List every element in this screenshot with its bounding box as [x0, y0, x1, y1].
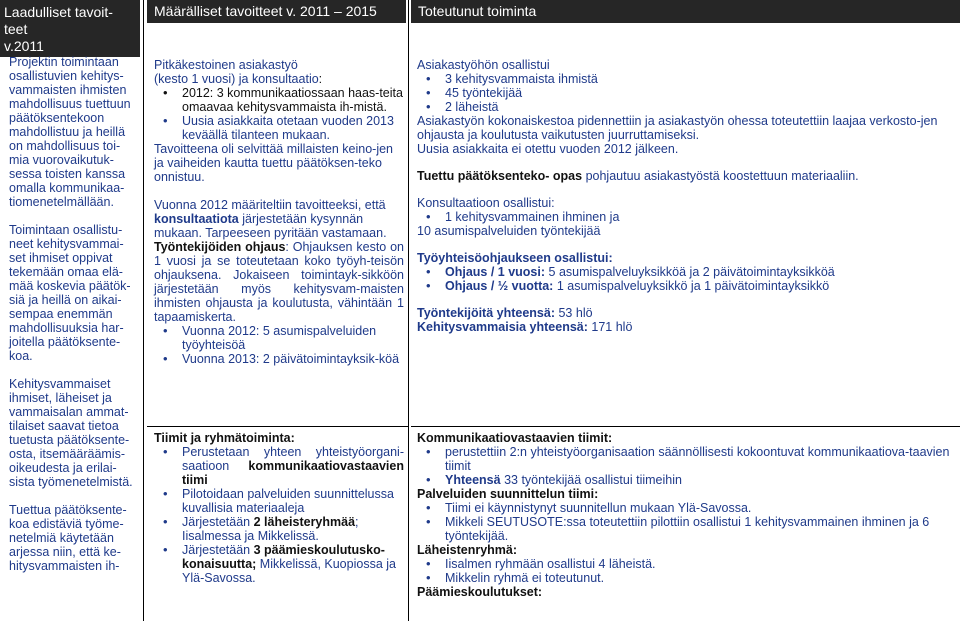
- paragraph: Vuonna 2012 määriteltiin tavoitteeksi, että konsultaatiota järjestetään kysynnän mukaan. Tarpeeseen pyritään vastamaan.: [154, 198, 387, 240]
- goal-paragraph: Kehitysvammaiset ihmiset, läheiset ja vammaisalan ammat-tilaiset saavat tietoa tuetusta päätöksente-osta, itsemääräämis-oikeudesta ja erilai-sista työmenetelmistä.: [9, 377, 133, 489]
- section-title: Työyhteisöohjaukseen osallistui:: [417, 251, 613, 265]
- header-col3: Toteutunut toiminta: [418, 3, 537, 19]
- column-separator: [143, 0, 144, 621]
- section-title: Päämieskoulutukset:: [417, 585, 543, 599]
- goal-paragraph: Toimintaan osallistu-neet kehitysvammai-set ihmiset oppivat tekemään omaa elä-mää koskevia päätök-siä ja heillä on aikai-sempaa enemmän mahdollisuuksia har-joitella päätöksente-koa.: [9, 223, 131, 363]
- column-separator: [408, 0, 409, 621]
- paragraph: Uusia asiakkaita ei otettu vuoden 2012 jälkeen.: [417, 142, 679, 156]
- summary-line: Työntekijöitä yhteensä: 53 hlö: [417, 306, 593, 320]
- list-item: • Yhteensä 33 työntekijää osallistui tiimeihin: [417, 473, 957, 487]
- section-title: Pitkäkestoinen asiakastyö (kesto 1 vuosi) ja konsultaatio:: [154, 58, 323, 86]
- teams-realized-section: [417, 431, 957, 599]
- qualitative-goals-column: [9, 55, 138, 573]
- list-item: • Ohjaus / ½ vuotta: 1 asumispalveluyksikkö ja 1 päivätoimintayksikkö: [417, 279, 957, 293]
- bullet-list: [154, 324, 404, 366]
- paragraph: Työntekijöiden ohjaus: Ohjauksen kesto on 1 vuosi ja se toteutetaan koko työyh-teisön ohjauksena. Jokaiseen toimintayk-sikköön järjestetään myös kehitysvam-maisten ihmisten ohjausta ja koulutusta, vähintään 1 tapaamiskerta.: [154, 240, 405, 324]
- section-title: Tiimit ja ryhmätoiminta:: [154, 431, 295, 445]
- list-item: • Tiimi ei käynnistynyt suunnitellun mukaan Ylä-Savossa.: [417, 501, 957, 515]
- goal-paragraph: Projektin toimintaan osallistuvien kehitys-vammaisten ihmisten mahdollisuus tuettuun päätöksentekoon mahdollistuu ja heillä on mahdollisuus toi-mia vuorovaikutuk-sessa toisten kanssa omalla kommunikaa-tiomenetelmällään.: [9, 55, 131, 209]
- list-item: • Perustetaan yhteen yhteistyöorgani-saatioon kommunikaatiovastaavien tiimi: [154, 445, 404, 487]
- list-item: • Järjestetään 2 läheisteryhmää; Iisalmessa ja Mikkelissä.: [154, 515, 404, 543]
- paragraph: Tuettu päätöksenteko- opas pohjautuu asiakastyöstä koostettuun materiaaliin.: [417, 169, 859, 183]
- bullet-list: [154, 445, 404, 585]
- list-item: • perustettiin 2:n yhteistyöorganisaation säännöllisesti kokoontuvat kommunikaatiova-taavien tiimit: [417, 445, 957, 473]
- section-title: Läheistenryhmä:: [417, 543, 518, 557]
- header-col1: Laadulliset tavoit- teet v.2011: [4, 4, 113, 54]
- list-item: • Vuonna 2013: 2 päivätoimintayksik-köä: [154, 352, 404, 366]
- list-item: • 2012: 3 kommunikaatiossaan haas-teita omaavaa kehitysvammaista ih-mistä.: [154, 86, 404, 114]
- realized-activity-column: [417, 58, 957, 334]
- section-title: Konsultaatioon osallistui:: [417, 196, 555, 210]
- list-item: • 1 kehitysvammainen ihminen ja: [417, 210, 957, 224]
- row-separator: [147, 426, 408, 427]
- list-item: • Mikkeli SEUTUSOTE:ssa toteutettiin pilottiin osallistui 1 kehitysvammainen ihminen ja 6 työntekijää.: [417, 515, 957, 543]
- list-item: • 45 työntekijää: [417, 86, 957, 100]
- section-title: Kommunikaatiovastaavien tiimit:: [417, 431, 613, 445]
- list-item: • Järjestetään 3 päämieskoulutusko-konaisuutta; Mikkelissä, Kuopiossa ja Ylä-Savossa.: [154, 543, 404, 585]
- list-item: • Mikkelin ryhmä ei toteutunut.: [417, 571, 957, 585]
- bullet-list: [417, 210, 957, 224]
- list-item: • Pilotoidaan palveluiden suunnittelussa kuvallisia materiaaleja: [154, 487, 404, 515]
- list-item: • 3 kehitysvammaista ihmistä: [417, 72, 957, 86]
- teams-section: [154, 431, 404, 585]
- list-item: • Uusia asiakkaita otetaan vuoden 2013 keväällä tilanteen mukaan.: [154, 114, 404, 142]
- bullet-list: [417, 72, 957, 114]
- row-separator: [411, 426, 960, 427]
- bullet-list: [417, 265, 957, 293]
- bullet-list: [154, 86, 404, 142]
- quantitative-goals-column: [154, 58, 404, 366]
- paragraph: Asiakastyön kokonaiskestoa pidennettiin ja asiakastyön ohessa toteutettiin laajaa verkosto-jen ohjausta ja koulutusta vaikutusten juurruttamiseksi.: [417, 114, 938, 142]
- list-item: • Iisalmen ryhmään osallistui 4 läheistä.: [417, 557, 957, 571]
- paragraph: 10 asumispalveluiden työntekijää: [417, 224, 601, 238]
- section-title: Palveluiden suunnittelun tiimi:: [417, 487, 599, 501]
- list-item: • Ohjaus / 1 vuosi: 5 asumispalveluyksikköä ja 2 päivätoimintayksikköä: [417, 265, 957, 279]
- summary-line: Kehitysvammaisia yhteensä: 171 hlö: [417, 320, 633, 334]
- bullet-list: [417, 501, 957, 543]
- section-title: Asiakastyöhön osallistui: [417, 58, 550, 72]
- list-item: • Vuonna 2012: 5 asumispalveluiden työyhteisöä: [154, 324, 404, 352]
- paragraph: Tavoitteena oli selvittää millaisten keino-jen ja vaiheiden kautta tuettu päätöksen-teko onnistuu.: [154, 142, 394, 184]
- list-item: • 2 läheistä: [417, 100, 957, 114]
- goal-paragraph: Tuettua päätöksente-koa edistäviä työme-netelmiä käytetään arjessa niin, että ke-hitysvammaisten ih-: [9, 503, 127, 573]
- bullet-list: [417, 557, 957, 585]
- header-col2: Määrälliset tavoitteet v. 2011 – 2015: [154, 3, 377, 19]
- bullet-list: [417, 445, 957, 487]
